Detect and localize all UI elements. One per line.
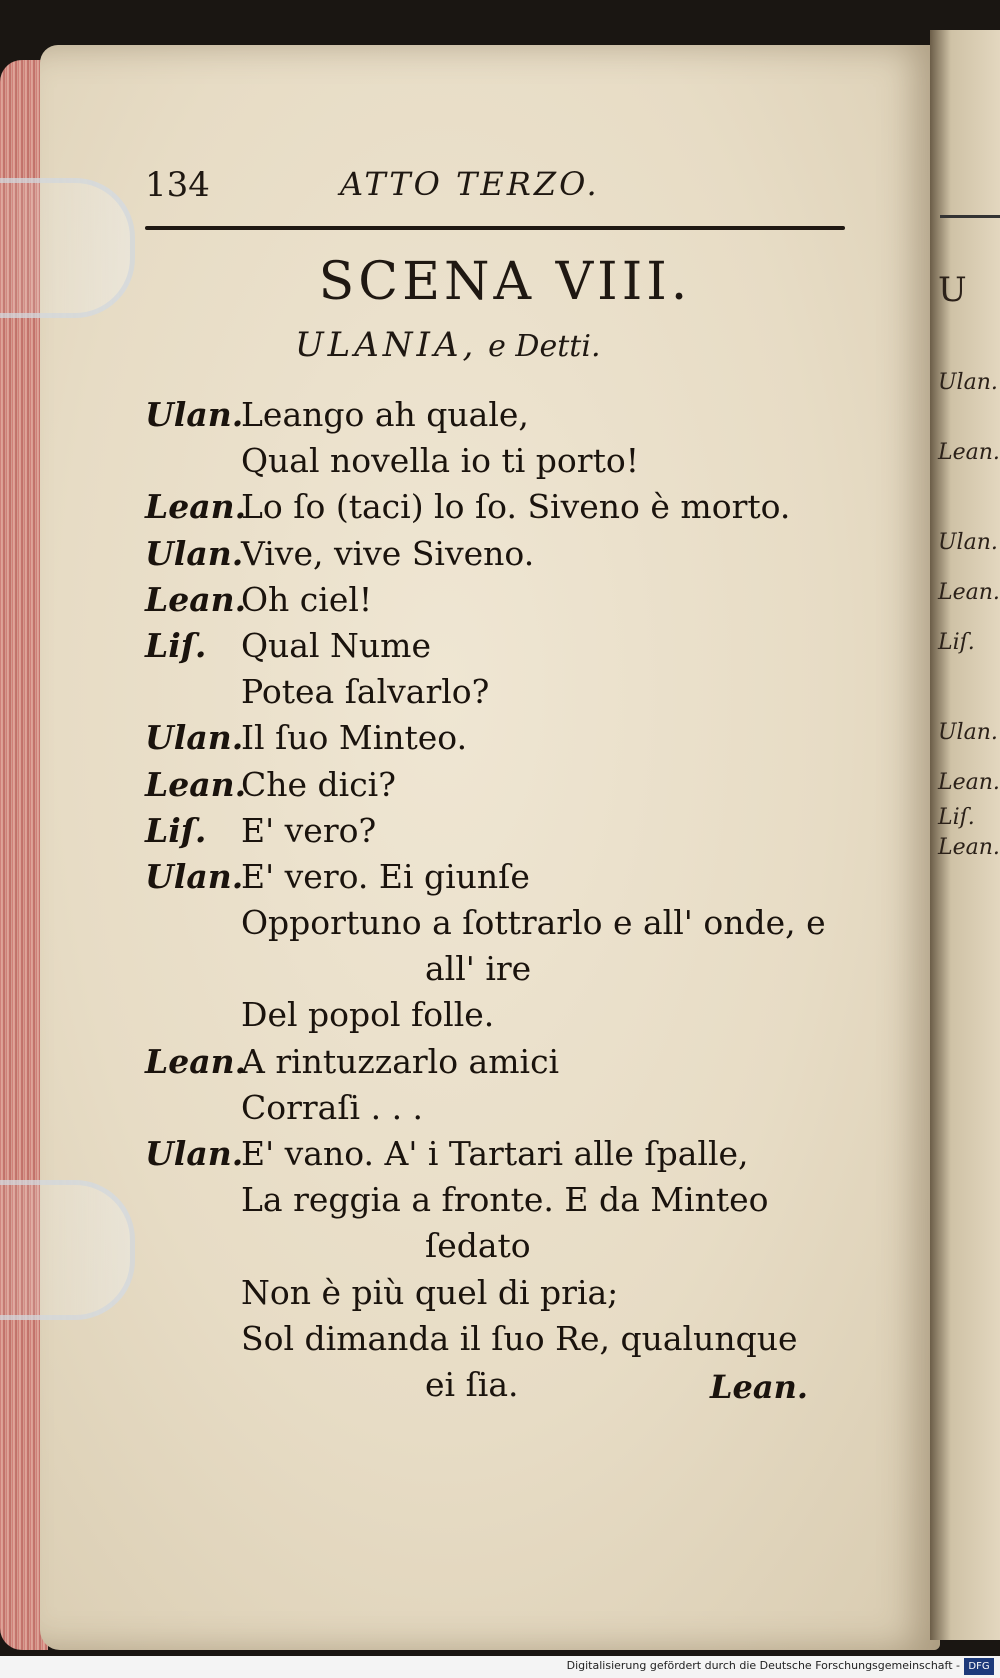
verse-text: ei ſia. (425, 1364, 519, 1404)
credit-bar (0, 1656, 1000, 1678)
catchword: Lean. (710, 1368, 808, 1406)
verse-text: Lo ſo (taci) lo ſo. Siveno è morto. (241, 487, 791, 527)
credit-text: Digitalisierung gefördert durch die Deutsche Forschungsgemeinschaft - (566, 1659, 960, 1672)
verse-text: Del popol folle. (241, 995, 495, 1035)
dialogue-line (145, 578, 865, 624)
speaker-name: Lean. (145, 764, 247, 804)
dialogue-line (145, 485, 865, 531)
dialogue-line (145, 1224, 865, 1270)
verse-text: Vive, vive Siveno. (241, 533, 535, 573)
verse-text: ſedato (425, 1226, 531, 1266)
facing-page-text: Liſ. (938, 630, 975, 655)
speaker-name: Ulan. (145, 856, 244, 896)
dialogue-line (145, 1086, 865, 1132)
dialogue-line (145, 532, 865, 578)
verse-text: E' vero? (241, 810, 377, 850)
cast-names: ULANIA, (295, 325, 478, 365)
speaker-name: Liſ. (145, 625, 207, 665)
speaker-name: Ulan. (145, 1134, 244, 1173)
facing-page-text: Lean. (938, 770, 1000, 795)
dialogue-line (145, 393, 865, 439)
dialogue-line (145, 624, 865, 670)
facing-page-text: Ulan. (938, 720, 998, 745)
dialogue-line (145, 670, 865, 716)
speaker-name: Lean. (145, 579, 247, 619)
verse-text: all' ire (425, 949, 532, 989)
speaker-name: Ulan. (145, 533, 244, 573)
dialogue-line (145, 716, 865, 762)
verse-text: Corraſi . . . (241, 1087, 424, 1127)
page-header (145, 165, 845, 225)
verse-text: Che dici? (241, 764, 396, 804)
verse-text: Oh ciel! (241, 579, 373, 619)
facing-page-rule (940, 215, 1000, 218)
dfg-logo: DFG (964, 1658, 994, 1675)
dialogue-line (145, 947, 865, 993)
verse-text: Non è più quel di pria; (241, 1272, 619, 1312)
dialogue-line (145, 1132, 865, 1178)
verse-text: E' vano. A' i Tartari alle ſpalle, (241, 1134, 749, 1173)
dialogue-line (145, 1178, 865, 1224)
dialogue-line (145, 901, 865, 947)
dialogue-line (145, 763, 865, 809)
verse-text: E' vero. Ei giunſe (241, 856, 530, 896)
dialogue (145, 393, 865, 1409)
facing-page-text: Ulan. (938, 530, 998, 555)
cast-rest: e Detti. (488, 329, 601, 364)
page-number: 134 (145, 165, 210, 205)
verse-text: Qual novella io ti porto! (241, 441, 639, 481)
dialogue-line (145, 809, 865, 855)
verse-text: Opportuno a ſottrarlo e all' onde, e (241, 903, 826, 943)
verse-text: Sol dimanda il ſuo Re, qualunque (241, 1318, 798, 1358)
facing-page-text: Lean. (938, 440, 1000, 465)
verse-text: Potea ſalvarlo? (241, 672, 490, 712)
dialogue-line (145, 439, 865, 485)
dialogue-line (145, 1317, 865, 1363)
verse-text: Qual Nume (241, 625, 431, 665)
header-rule (145, 226, 845, 230)
verse-text: Leango ah quale, (241, 395, 529, 434)
verse-text: Il ſuo Minteo. (241, 718, 468, 758)
scene-cast (295, 325, 600, 365)
speaker-name: Liſ. (145, 810, 207, 850)
speaker-name: Ulan. (145, 718, 244, 758)
facing-page-text: Ulan. (938, 370, 998, 395)
facing-page-text: Lean. (938, 580, 1000, 605)
speaker-name: Lean. (145, 1041, 247, 1081)
dialogue-line (145, 1271, 865, 1317)
page-clip (0, 1180, 135, 1320)
scene-title: SCENA VIII. (318, 252, 692, 312)
verse-text: A rintuzzarlo amici (241, 1041, 560, 1081)
dialogue-line (145, 1040, 865, 1086)
facing-page-text: Lean. (938, 835, 1000, 860)
running-head: ATTO TERZO. (340, 165, 600, 203)
dialogue-line (145, 993, 865, 1039)
speaker-name: Lean. (145, 487, 247, 527)
verse-text: La reggia a fronte. E da Minteo (241, 1180, 769, 1220)
facing-page-text: Liſ. (938, 805, 975, 830)
speaker-name: Ulan. (145, 395, 244, 434)
dialogue-line (145, 855, 865, 901)
facing-page-text: U (938, 270, 967, 310)
